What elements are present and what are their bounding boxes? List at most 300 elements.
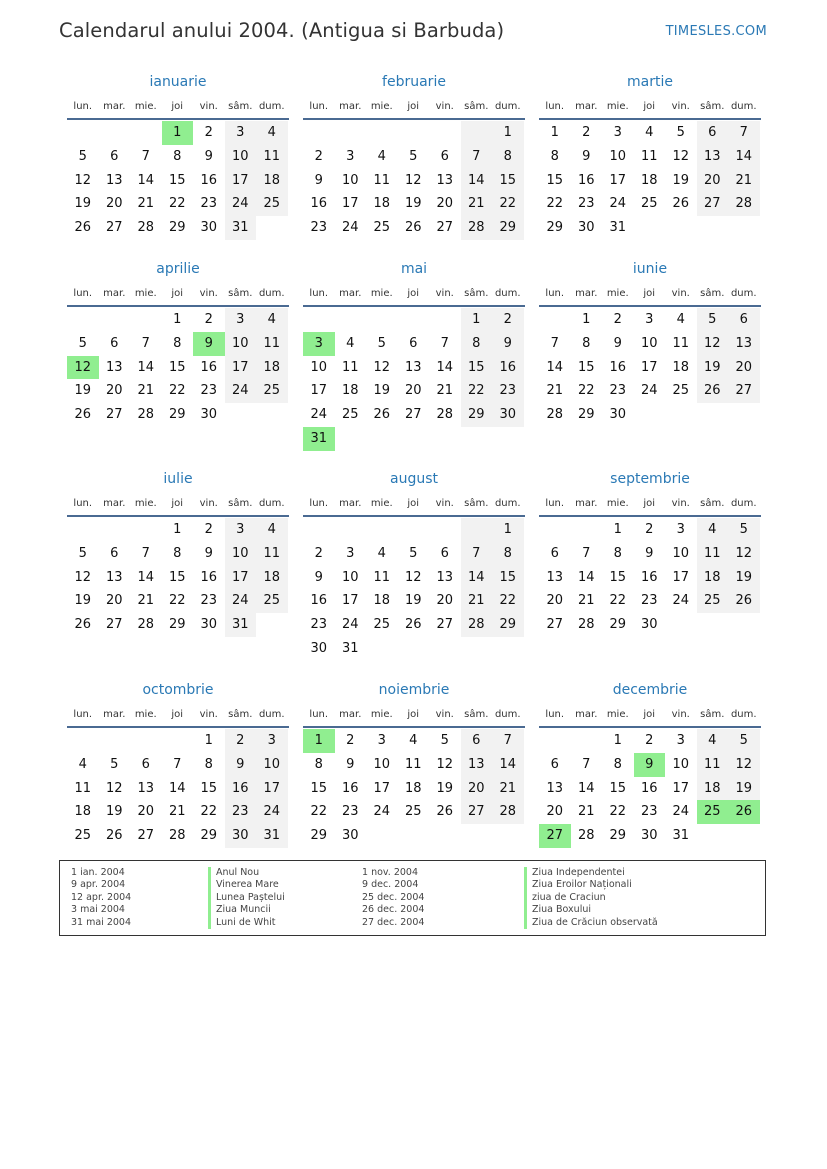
- weekend-day-cell: 2: [492, 308, 524, 332]
- day-cell: 26: [404, 617, 422, 633]
- day-cell: 21: [168, 804, 186, 820]
- weekend-day-cell: 19: [728, 566, 760, 590]
- page-title: Calendarul anului 2004. (Antigua si Barbuda): [59, 19, 505, 42]
- empty-cell: [67, 121, 99, 145]
- day-cell: 12: [373, 359, 391, 375]
- day-cell: 9: [645, 545, 654, 561]
- day-cell: 20: [105, 383, 123, 399]
- day-cell: 19: [105, 804, 123, 820]
- day-cell: 30: [200, 220, 218, 236]
- weekend-day-cell: 21: [461, 192, 493, 216]
- weekend-day-cell: 27: [697, 192, 729, 216]
- weekend-day-cell: 18: [256, 169, 288, 193]
- day-cell: 18: [640, 172, 658, 188]
- weekday-label: mar.: [339, 498, 362, 509]
- weekend-day-cell: 30: [492, 403, 524, 427]
- weekday-label: mar.: [103, 498, 126, 509]
- weekday-label: sâm.: [464, 709, 489, 720]
- day-cell: 30: [200, 407, 218, 423]
- day-cell: 10: [609, 148, 627, 164]
- day-cell: 2: [645, 522, 654, 537]
- weekday-label: joi: [643, 288, 656, 299]
- day-cell: 2: [582, 125, 591, 140]
- holiday-day-cell: 3: [303, 332, 335, 356]
- weekday-label: joi: [171, 101, 184, 112]
- weekend-day-cell: 21: [492, 777, 524, 801]
- day-cell: 23: [200, 593, 218, 609]
- brand-link[interactable]: TIMESLES.COM: [665, 24, 767, 39]
- weekend-day-cell: 29: [492, 216, 524, 240]
- day-cell: 13: [436, 172, 454, 188]
- weekend-day-cell: 3: [225, 308, 257, 332]
- day-cell: 22: [168, 593, 186, 609]
- weekend-day-cell: 28: [461, 613, 493, 637]
- days-grid: [303, 729, 525, 848]
- weekday-header: [67, 96, 289, 120]
- day-cell: 29: [168, 407, 186, 423]
- day-cell: 27: [105, 617, 123, 633]
- weekday-label: mar.: [339, 288, 362, 299]
- month-name: octombrie: [142, 682, 214, 698]
- weekend-day-cell: 29: [461, 403, 493, 427]
- holiday-date: 9 apr. 2004: [71, 879, 126, 891]
- weekend-day-cell: 4: [697, 729, 729, 753]
- day-cell: 5: [377, 335, 386, 351]
- weekend-day-cell: 15: [492, 566, 524, 590]
- weekend-day-cell: 8: [492, 145, 524, 169]
- day-cell: 13: [436, 569, 454, 585]
- weekday-label: sâm.: [700, 709, 725, 720]
- month-name: ianuarie: [149, 74, 207, 90]
- empty-cell: [366, 121, 398, 145]
- weekday-label: vin.: [671, 101, 690, 112]
- day-cell: 30: [609, 407, 627, 423]
- weekend-day-cell: 15: [461, 356, 493, 380]
- day-cell: 14: [137, 172, 155, 188]
- empty-cell: [539, 518, 571, 542]
- weekend-day-cell: 12: [697, 332, 729, 356]
- day-cell: 2: [613, 312, 622, 327]
- day-cell: 12: [672, 148, 690, 164]
- weekday-header: [303, 493, 525, 517]
- weekday-label: mie.: [134, 498, 157, 509]
- day-cell: 28: [168, 828, 186, 844]
- day-cell: 5: [440, 733, 449, 748]
- weekday-label: mar.: [339, 101, 362, 112]
- weekday-header: [67, 704, 289, 728]
- day-cell: 6: [440, 545, 449, 561]
- day-cell: 14: [436, 359, 454, 375]
- holiday-date: 31 mai 2004: [71, 916, 132, 928]
- weekend-day-cell: 1: [461, 308, 493, 332]
- weekend-day-cell: 12: [728, 753, 760, 777]
- weekend-day-cell: 5: [728, 729, 760, 753]
- weekend-day-cell: 5: [697, 308, 729, 332]
- day-cell: 20: [105, 196, 123, 212]
- holiday-name: Ziua Eroilor Naționali: [524, 879, 658, 891]
- weekday-header: [303, 96, 525, 120]
- day-cell: 19: [74, 196, 92, 212]
- weekday-label: vin.: [199, 288, 218, 299]
- day-cell: 26: [404, 220, 422, 236]
- days-grid: [67, 121, 289, 240]
- weekend-day-cell: 24: [225, 589, 257, 613]
- weekend-day-cell: 7: [728, 121, 760, 145]
- day-cell: 6: [550, 756, 559, 772]
- weekday-label: mie.: [606, 101, 629, 112]
- day-cell: 6: [440, 148, 449, 164]
- day-cell: 11: [74, 780, 92, 796]
- holiday-day-cell: 1: [303, 729, 335, 753]
- weekend-day-cell: 28: [728, 192, 760, 216]
- weekday-label: lun.: [73, 498, 93, 509]
- weekend-day-cell: 9: [225, 753, 257, 777]
- day-cell: 21: [546, 383, 564, 399]
- weekday-label: vin.: [435, 288, 454, 299]
- day-cell: 5: [78, 148, 87, 164]
- day-cell: 2: [314, 545, 323, 561]
- day-cell: 3: [613, 125, 622, 140]
- holiday-day-cell: 31: [303, 427, 335, 451]
- day-cell: 30: [200, 617, 218, 633]
- weekend-day-cell: 10: [225, 332, 257, 356]
- day-cell: 18: [373, 196, 391, 212]
- day-cell: 9: [314, 172, 323, 188]
- month-name: septembrie: [610, 471, 690, 487]
- weekend-day-cell: 13: [461, 753, 493, 777]
- empty-cell: [303, 308, 335, 332]
- weekend-day-cell: 20: [728, 356, 760, 380]
- weekend-day-cell: 11: [256, 145, 288, 169]
- day-cell: 3: [645, 312, 654, 327]
- day-cell: 4: [409, 733, 418, 748]
- weekend-day-cell: 18: [256, 566, 288, 590]
- empty-cell: [67, 308, 99, 332]
- day-cell: 15: [609, 569, 627, 585]
- weekday-header: [303, 704, 525, 728]
- day-cell: 15: [609, 780, 627, 796]
- holiday-name: ziua de Craciun: [524, 892, 658, 904]
- day-cell: 29: [310, 828, 328, 844]
- day-cell: 19: [404, 196, 422, 212]
- day-cell: 8: [173, 148, 182, 164]
- day-cell: 17: [672, 780, 690, 796]
- empty-cell: [366, 308, 398, 332]
- holiday-name: Ziua Boxului: [524, 904, 658, 916]
- day-cell: 1: [582, 312, 591, 327]
- weekday-header: [67, 283, 289, 307]
- day-cell: 12: [436, 756, 454, 772]
- day-cell: 8: [550, 148, 559, 164]
- day-cell: 16: [609, 359, 627, 375]
- day-cell: 10: [341, 172, 359, 188]
- empty-cell: [398, 308, 430, 332]
- weekend-day-cell: 31: [256, 824, 288, 848]
- day-cell: 26: [74, 617, 92, 633]
- day-cell: 29: [609, 828, 627, 844]
- day-cell: 18: [373, 593, 391, 609]
- day-cell: 8: [613, 756, 622, 772]
- month-name: martie: [627, 74, 673, 90]
- weekday-label: joi: [643, 709, 656, 720]
- weekend-day-cell: 22: [461, 379, 493, 403]
- weekday-label: joi: [643, 498, 656, 509]
- weekend-day-cell: 10: [225, 145, 257, 169]
- holidays-right-dates: [362, 867, 424, 929]
- weekend-day-cell: 19: [697, 356, 729, 380]
- day-cell: 21: [436, 383, 454, 399]
- day-cell: 26: [436, 804, 454, 820]
- weekend-day-cell: 29: [492, 613, 524, 637]
- day-cell: 26: [74, 407, 92, 423]
- day-cell: 15: [577, 359, 595, 375]
- weekend-day-cell: 28: [461, 216, 493, 240]
- empty-cell: [335, 121, 367, 145]
- day-cell: 15: [310, 780, 328, 796]
- weekday-label: sâm.: [700, 288, 725, 299]
- weekday-label: sâm.: [464, 288, 489, 299]
- weekend-day-cell: 24: [225, 192, 257, 216]
- empty-cell: [429, 518, 461, 542]
- holiday-day-cell: 12: [67, 356, 99, 380]
- empty-cell: [130, 121, 162, 145]
- weekday-label: mie.: [370, 101, 393, 112]
- weekday-label: mar.: [575, 101, 598, 112]
- weekday-label: sâm.: [464, 101, 489, 112]
- weekend-day-cell: 11: [697, 542, 729, 566]
- day-cell: 16: [640, 780, 658, 796]
- weekend-day-cell: 1: [492, 518, 524, 542]
- day-cell: 24: [672, 593, 690, 609]
- month-name: august: [390, 471, 438, 487]
- day-cell: 27: [105, 220, 123, 236]
- day-cell: 14: [577, 569, 595, 585]
- weekend-day-cell: 15: [492, 169, 524, 193]
- day-cell: 5: [409, 545, 418, 561]
- day-cell: 8: [613, 545, 622, 561]
- weekday-label: mie.: [134, 288, 157, 299]
- day-cell: 25: [672, 383, 690, 399]
- weekday-label: vin.: [671, 498, 690, 509]
- day-cell: 11: [373, 172, 391, 188]
- day-cell: 16: [341, 780, 359, 796]
- day-cell: 13: [105, 569, 123, 585]
- day-cell: 2: [204, 312, 213, 327]
- day-cell: 13: [546, 780, 564, 796]
- weekend-day-cell: 8: [461, 332, 493, 356]
- weekend-day-cell: 6: [728, 308, 760, 332]
- weekend-day-cell: 6: [697, 121, 729, 145]
- day-cell: 26: [74, 220, 92, 236]
- day-cell: 17: [640, 359, 658, 375]
- day-cell: 29: [577, 407, 595, 423]
- day-cell: 27: [137, 828, 155, 844]
- month-mai: [303, 259, 525, 451]
- day-cell: 11: [672, 335, 690, 351]
- day-cell: 25: [341, 407, 359, 423]
- weekday-label: mar.: [575, 498, 598, 509]
- weekend-day-cell: 23: [225, 800, 257, 824]
- day-cell: 23: [609, 383, 627, 399]
- day-cell: 21: [137, 383, 155, 399]
- weekday-label: mar.: [103, 709, 126, 720]
- empty-cell: [130, 308, 162, 332]
- month-name: februarie: [382, 74, 446, 90]
- holiday-day-cell: 9: [193, 332, 225, 356]
- day-cell: 25: [373, 617, 391, 633]
- holiday-date: 9 dec. 2004: [362, 879, 419, 891]
- day-cell: 17: [341, 196, 359, 212]
- holiday-name: Lunea Paștelui: [208, 892, 285, 904]
- day-cell: 29: [168, 220, 186, 236]
- weekday-label: joi: [407, 709, 420, 720]
- empty-cell: [335, 308, 367, 332]
- day-cell: 4: [645, 125, 654, 140]
- day-cell: 15: [200, 780, 218, 796]
- day-cell: 23: [200, 383, 218, 399]
- day-cell: 14: [168, 780, 186, 796]
- day-cell: 12: [74, 569, 92, 585]
- weekend-day-cell: 17: [225, 566, 257, 590]
- holiday-date: 25 dec. 2004: [362, 891, 425, 903]
- day-cell: 16: [577, 172, 595, 188]
- weekday-label: lun.: [545, 498, 565, 509]
- day-cell: 29: [168, 617, 186, 633]
- day-cell: 30: [640, 828, 658, 844]
- month-name: iulie: [163, 471, 193, 487]
- weekend-day-cell: 27: [728, 379, 760, 403]
- day-cell: 4: [78, 756, 87, 772]
- day-cell: 25: [404, 804, 422, 820]
- weekend-day-cell: 6: [461, 729, 493, 753]
- weekend-day-cell: 31: [225, 216, 257, 240]
- day-cell: 12: [105, 780, 123, 796]
- weekend-day-cell: 10: [256, 753, 288, 777]
- month-ianuarie: [67, 72, 289, 240]
- day-cell: 1: [613, 522, 622, 537]
- empty-cell: [303, 518, 335, 542]
- day-cell: 2: [314, 148, 323, 164]
- day-cell: 4: [377, 148, 386, 164]
- weekend-day-cell: 11: [697, 753, 729, 777]
- weekend-day-cell: 1: [492, 121, 524, 145]
- weekend-day-cell: 14: [492, 753, 524, 777]
- day-cell: 20: [546, 593, 564, 609]
- day-cell: 9: [204, 148, 213, 164]
- month-octombrie: [67, 680, 289, 848]
- day-cell: 21: [137, 196, 155, 212]
- weekend-day-cell: 13: [728, 332, 760, 356]
- day-cell: 18: [74, 804, 92, 820]
- weekend-day-cell: 7: [461, 542, 493, 566]
- day-cell: 15: [168, 359, 186, 375]
- empty-cell: [461, 518, 493, 542]
- day-cell: 2: [346, 733, 355, 748]
- day-cell: 28: [577, 828, 595, 844]
- weekend-day-cell: 10: [225, 542, 257, 566]
- day-cell: 6: [409, 335, 418, 351]
- day-cell: 23: [640, 804, 658, 820]
- empty-cell: [130, 518, 162, 542]
- weekday-label: mie.: [134, 101, 157, 112]
- weekend-day-cell: 4: [256, 121, 288, 145]
- day-cell: 23: [200, 196, 218, 212]
- day-cell: 5: [110, 756, 119, 772]
- day-cell: 24: [640, 383, 658, 399]
- day-cell: 11: [640, 148, 658, 164]
- weekday-label: joi: [643, 101, 656, 112]
- weekend-day-cell: 22: [492, 192, 524, 216]
- empty-cell: [539, 308, 571, 332]
- weekday-label: sâm.: [700, 101, 725, 112]
- weekday-label: joi: [171, 709, 184, 720]
- day-cell: 6: [550, 545, 559, 561]
- holiday-day-cell: 25: [697, 800, 729, 824]
- empty-cell: [539, 729, 571, 753]
- weekend-day-cell: 16: [492, 356, 524, 380]
- day-cell: 4: [676, 312, 685, 327]
- day-cell: 24: [672, 804, 690, 820]
- day-cell: 14: [546, 359, 564, 375]
- day-cell: 24: [310, 407, 328, 423]
- holiday-date: 12 apr. 2004: [71, 891, 132, 903]
- weekend-day-cell: 11: [256, 542, 288, 566]
- empty-cell: [99, 121, 131, 145]
- days-grid: [539, 518, 761, 637]
- weekday-label: sâm.: [228, 709, 253, 720]
- weekend-day-cell: 18: [256, 356, 288, 380]
- day-cell: 9: [582, 148, 591, 164]
- day-cell: 23: [310, 617, 328, 633]
- weekday-label: lun.: [309, 288, 329, 299]
- weekday-label: mie.: [370, 709, 393, 720]
- weekday-header: [539, 704, 761, 728]
- day-cell: 19: [373, 383, 391, 399]
- weekday-header: [67, 493, 289, 517]
- weekday-label: sâm.: [228, 498, 253, 509]
- day-cell: 25: [74, 828, 92, 844]
- weekend-day-cell: 26: [728, 589, 760, 613]
- weekday-label: dum.: [258, 288, 285, 299]
- weekday-label: mie.: [370, 498, 393, 509]
- weekday-label: dum.: [258, 101, 285, 112]
- holiday-name: Ziua Independentei: [524, 867, 658, 879]
- weekend-day-cell: 9: [492, 332, 524, 356]
- weekend-day-cell: 14: [461, 169, 493, 193]
- day-cell: 11: [341, 359, 359, 375]
- weekday-label: mar.: [103, 288, 126, 299]
- weekday-label: vin.: [199, 101, 218, 112]
- month-martie: [539, 72, 761, 240]
- day-cell: 23: [577, 196, 595, 212]
- weekend-day-cell: 5: [728, 518, 760, 542]
- day-cell: 15: [546, 172, 564, 188]
- day-cell: 16: [200, 569, 218, 585]
- weekend-day-cell: 30: [225, 824, 257, 848]
- holidays-left-names: [208, 867, 285, 929]
- month-decembrie: [539, 680, 761, 848]
- day-cell: 18: [672, 359, 690, 375]
- weekend-day-cell: 25: [256, 589, 288, 613]
- day-cell: 6: [141, 756, 150, 772]
- weekend-day-cell: 21: [461, 589, 493, 613]
- month-august: [303, 469, 525, 661]
- day-cell: 19: [672, 172, 690, 188]
- day-cell: 18: [341, 383, 359, 399]
- day-cell: 17: [672, 569, 690, 585]
- day-cell: 5: [78, 335, 87, 351]
- day-cell: 11: [404, 756, 422, 772]
